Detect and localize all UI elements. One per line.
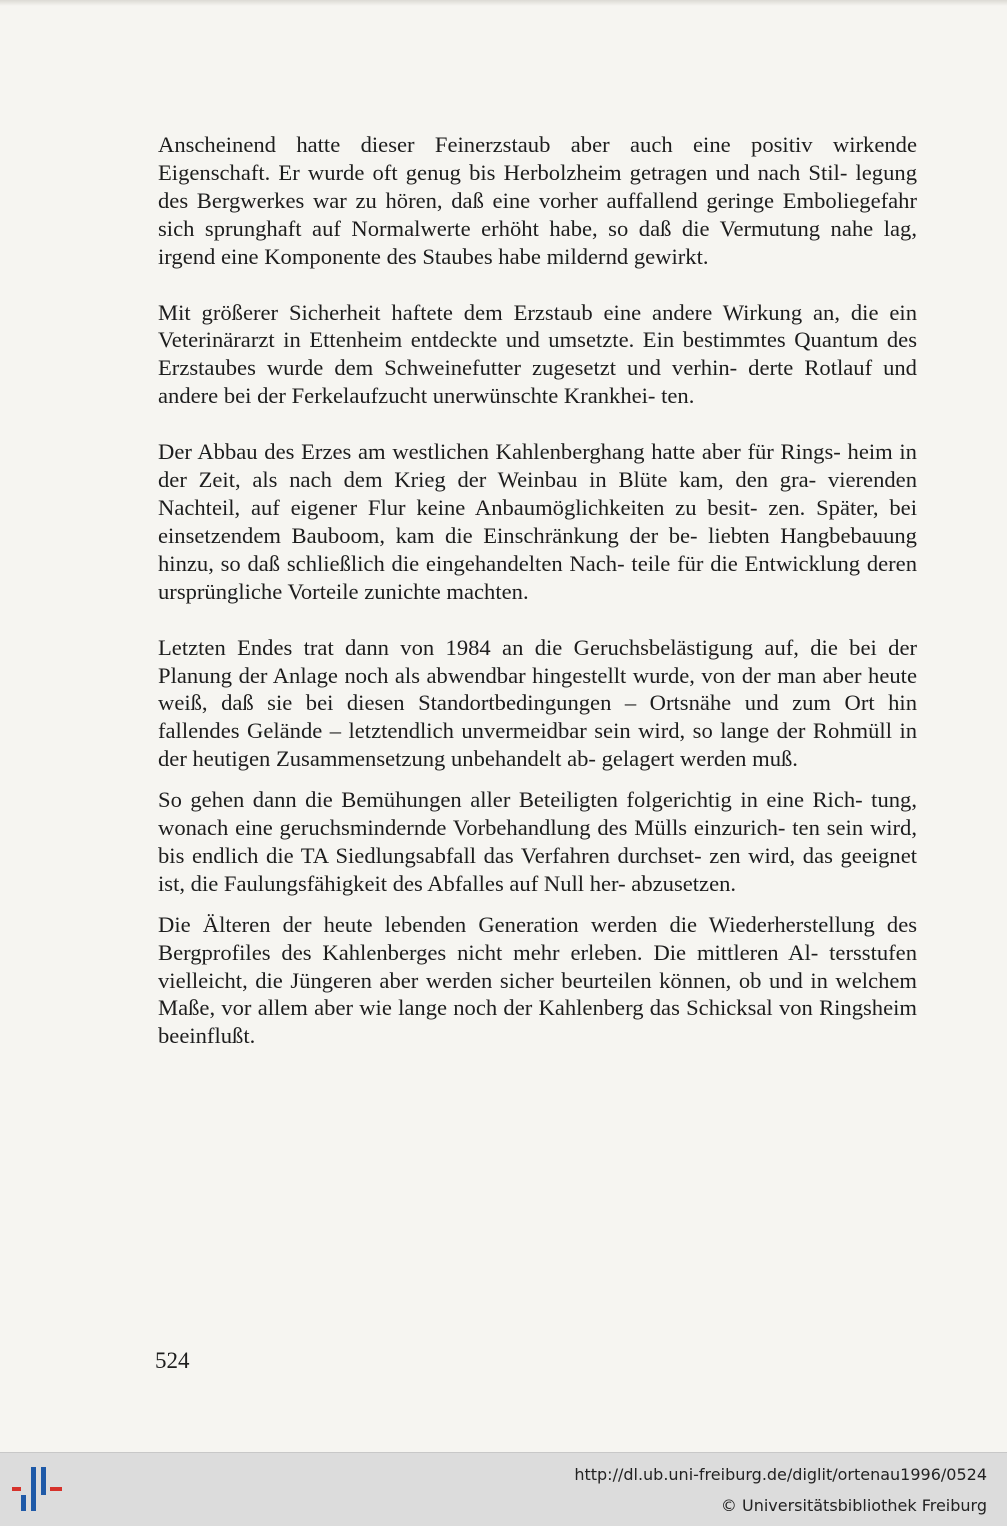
paragraph-2: Mit größerer Sicherheit haftete dem Erzstaub eine andere Wirkung an, die ein Veterinärarzt in Ettenheim entdeckte und umsetzte. Ein bestimmtes Quantum des Erzstaubes wurde dem Schweinefutter zugesetzt und verhin- derte Rotlauf und andere bei der Ferkelaufzucht unerwünschte Krankhei- ten.	[158, 299, 918, 409]
paragraph-3: Der Abbau des Erzes am westlichen Kahlenberghang hatte aber für Rings- heim in der Zeit, als nach dem Krieg der Weinbau in Blüte kam, den gra- vierenden Nachteil, auf eigener Flur keine Anbaumöglichkeiten zu besit- zen. Später, bei einsetzendem Bauboom, kam die Einschränkung der be- liebten Hangbebauung hinzu, so daß schließlich die eingehandelten Nach- teile für die Entwicklung deren ursprüngliche Vorteile zunichte machten.	[158, 439, 917, 604]
page-number: 524	[155, 1348, 190, 1373]
body-text	[158, 131, 917, 1050]
paragraph-4: Letzten Endes trat dann von 1984 an die Geruchsbelästigung auf, die bei der Planung der Anlage noch als abwendbar hingestellt wurde, von der man aber heute weiß, daß sie bei diesen Standortbedingungen – Ortsnähe und zum Ort hin fallendes Gelände – letztendlich unvermeidbar sein wird, so lange der Rohmüll in der heutigen Zusammensetzung unbehandelt ab- gelagert werden muß.	[158, 634, 918, 772]
footer-url-link[interactable]: http://dl.ub.uni-freiburg.de/diglit/ortenau1996/0524	[574, 1465, 987, 1484]
page-top-edge	[0, 0, 1007, 6]
paragraph-5: So gehen dann die Bemühungen aller Beteiligten folgerichtig in eine Rich- tung, wonach eine geruchsmindernde Vorbehandlung des Mülls einzurich- ten sein wird, bis endlich die TA Siedlungsabfall das Verfahren durchset- zen wird, das geeignet ist, die Faulungsfähigkeit des Abfalles auf Null her- abzusetzen.	[158, 787, 918, 896]
footer-copyright: © Universitätsbibliothek Freiburg	[720, 1496, 987, 1515]
paragraph-6: Die Älteren der heute lebenden Generation werden die Wiederherstellung des Bergprofiles des Kahlenberges nicht mehr erleben. Die mittleren Al- tersstufen vielleicht, die Jüngeren aber werden sicher beurteilen können, ob und in welchem Maße, vor allem aber wie lange noch der Kahlenberg das Schicksal von Ringsheim beeinflußt.	[158, 911, 918, 1049]
footer-bar	[0, 1452, 1007, 1526]
ub-freiburg-logo-icon	[12, 1465, 64, 1513]
paragraph-1: Anscheinend hatte dieser Feinerzstaub aber auch eine positiv wirkende Eigenschaft. Er wurde oft genug bis Herbolzheim getragen und nach Stil- legung des Bergwerkes war zu hören, daß eine vorher auffallend geringe Emboliegefahr sich sprunghaft auf Normalwerte erhöht habe, so daß die Vermutung nahe lag, irgend eine Komponente des Staubes habe mildernd gewirkt.	[158, 132, 917, 269]
